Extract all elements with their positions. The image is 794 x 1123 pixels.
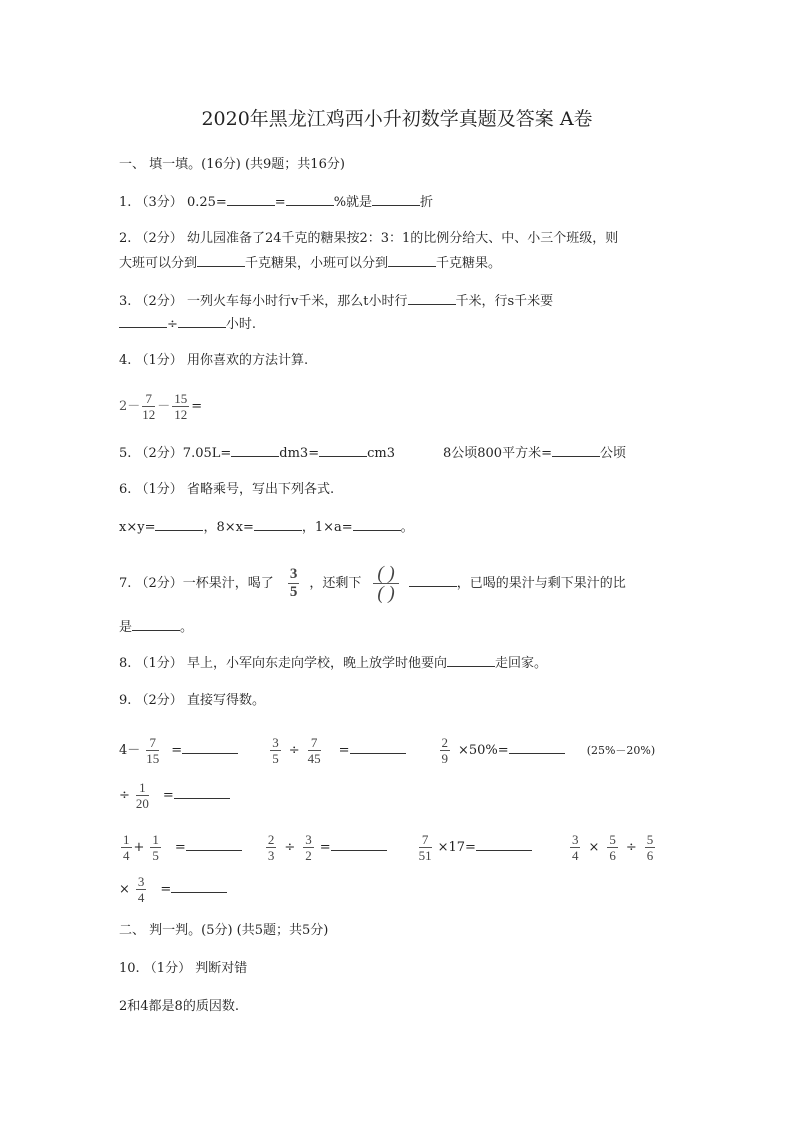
fraction: $\frac{3}{4}$ (137, 874, 145, 905)
equals: = (160, 882, 172, 897)
blank-fraction[interactable]: $\frac{( )}{( )}$ (373, 564, 398, 603)
question-8 (119, 654, 547, 673)
answer-blank[interactable] (227, 193, 275, 206)
q8-text-a: 8. （1分） 早上，小军向东走向学校，晚上放学时他要向 (119, 656, 447, 671)
q9-row-1 (119, 733, 655, 769)
plus: + (133, 840, 145, 855)
answer-blank[interactable] (353, 518, 401, 531)
q4-expression (119, 392, 202, 422)
answer-blank[interactable] (319, 444, 367, 457)
q3-text-b: 千米，行s千米要 (455, 294, 554, 309)
q7-text-d: 是 (119, 620, 133, 635)
fraction: $\frac{7}{51}$ (418, 832, 432, 863)
divide: ÷ (284, 840, 296, 855)
q2-text-a: 大班可以分到 (119, 256, 198, 271)
times: × (119, 882, 130, 897)
answer-blank[interactable] (254, 518, 302, 531)
answer-blank[interactable] (408, 292, 456, 305)
answer-blank[interactable] (171, 880, 227, 893)
fraction: $\frac{2}{9}$ (441, 735, 448, 766)
answer-blank[interactable] (182, 741, 238, 754)
fraction: $\frac{3}{5}$ (272, 735, 279, 766)
fraction: $\frac{2}{3}$ (267, 832, 275, 863)
fraction: $\frac{3}{4}$ (571, 832, 579, 863)
q7-text-e: 。 (180, 620, 194, 635)
equals: = (171, 743, 183, 758)
fraction: $\frac{1}{5}$ (152, 832, 159, 863)
answer-blank[interactable] (197, 254, 245, 267)
answer-blank[interactable] (476, 838, 532, 851)
q6-text-d: 。 (400, 520, 414, 535)
equals: = (162, 788, 174, 803)
q4-lead: 2－ (119, 399, 141, 414)
question-7-line-1 (119, 561, 626, 607)
q5-text-a: 5. （2分）7.05L= (119, 446, 232, 461)
q1-text-a: 1. （3分） 0.25= (119, 195, 227, 210)
question-10: 10. （1分） 判断对错 (119, 961, 248, 976)
fraction: $\frac{7}{12}$ (142, 391, 156, 422)
question-6: 6. （1分） 省略乘号，写出下列各式. (119, 482, 335, 497)
equals: = (319, 840, 331, 855)
fraction: $\frac{1}{4}$ (123, 832, 130, 863)
section-2-heading: 二、 判一判。(5分) (共5题；共5分) (119, 923, 329, 938)
q7-text-a: 7. （2分）一杯果汁，喝了 (119, 576, 274, 591)
answer-blank[interactable] (132, 618, 180, 631)
q1-text-b: = (274, 195, 286, 210)
q8-text-b: 走回家。 (494, 656, 547, 671)
question-4: 4. （1分） 用你喜欢的方法计算. (119, 353, 309, 368)
answer-blank[interactable] (174, 786, 230, 799)
q1-text-c: %就是 (333, 195, 373, 210)
question-1 (119, 193, 433, 212)
answer-blank[interactable] (186, 838, 242, 851)
q6-text-c: ，1×a= (301, 520, 353, 535)
q4-eq: = (191, 399, 203, 414)
q5-text-c: cm3 (367, 446, 395, 461)
fraction: $\frac{3}{5}$ (289, 566, 298, 600)
fraction: $\frac{5}{6}$ (609, 832, 616, 863)
q9-minus: 4－ (119, 743, 141, 758)
q7-text-b: ，还剩下 (309, 576, 362, 591)
divide: ÷ (288, 743, 300, 758)
percent-expr: (25%－20%) (586, 744, 656, 757)
answer-blank[interactable] (350, 741, 406, 754)
q6-text-a: x×y= (119, 520, 156, 535)
question-2-line-1: 2. （2分） 幼儿园准备了24千克的糖果按2：3：1的比例分给大、中、小三个班级，则 (119, 231, 619, 246)
answer-blank[interactable] (409, 574, 457, 587)
question-9: 9. （2分） 直接写得数。 (119, 693, 265, 708)
answer-blank[interactable] (119, 315, 167, 328)
question-2-line-2 (119, 254, 501, 273)
fraction: $\frac{5}{6}$ (646, 832, 654, 863)
q2-text-b: 千克糖果，小班可以分到 (245, 256, 389, 271)
q4-op: － (157, 399, 171, 414)
q3-text-c: ÷ (167, 317, 178, 332)
answer-blank[interactable] (286, 193, 334, 206)
equals: = (174, 840, 186, 855)
q9-row-4 (119, 872, 227, 908)
answer-blank[interactable] (372, 193, 420, 206)
q7-text-c: ，已喝的果汁与剩下果汁的比 (456, 576, 626, 591)
answer-blank[interactable] (509, 741, 565, 754)
question-3-line-1 (119, 292, 553, 311)
q3-text-d: 小时. (225, 317, 257, 332)
q1-text-d: 折 (420, 195, 434, 210)
q6-text-b: ，8×x= (203, 520, 254, 535)
section-1-heading: 一、 填一填。(16分) (共9题；共16分) (119, 157, 345, 172)
answer-blank[interactable] (447, 654, 495, 667)
question-5 (119, 444, 626, 463)
answer-blank[interactable] (231, 444, 279, 457)
divide: ÷ (119, 788, 130, 803)
times-percent: ×50%= (458, 743, 509, 758)
answer-blank[interactable] (552, 444, 600, 457)
q2-text-c: 千克糖果。 (436, 256, 502, 271)
q9-row-2 (119, 778, 230, 814)
equals: = (338, 743, 350, 758)
divide: ÷ (625, 840, 637, 855)
question-10-statement: 2和4都是8的质因数. (119, 999, 239, 1014)
q5-text-d: 8公顷800平方米= (442, 446, 552, 461)
question-7-line-2 (119, 618, 193, 637)
fraction: $\frac{3}{2}$ (305, 832, 312, 863)
answer-blank[interactable] (155, 518, 203, 531)
answer-blank[interactable] (331, 838, 387, 851)
fraction: $\frac{7}{15}$ (146, 735, 160, 766)
question-3-line-2 (119, 315, 256, 334)
question-6-answers (119, 518, 414, 537)
page-title: 2020年黑龙江鸡西小升初数学真题及答案 A卷 (201, 108, 593, 130)
times: × (588, 840, 600, 855)
fraction: $\frac{15}{12}$ (174, 391, 188, 422)
q5-text-b: dm3= (279, 446, 320, 461)
q9-row-3 (119, 830, 657, 866)
answer-blank[interactable] (178, 315, 226, 328)
q3-text-a: 3. （2分） 一列火车每小时行v千米，那么t小时行 (119, 294, 408, 309)
times-17: ×17= (437, 840, 476, 855)
fraction: $\frac{7}{45}$ (307, 735, 321, 766)
fraction: $\frac{1}{20}$ (135, 780, 149, 811)
q5-text-e: 公顷 (599, 446, 626, 461)
answer-blank[interactable] (388, 254, 436, 267)
